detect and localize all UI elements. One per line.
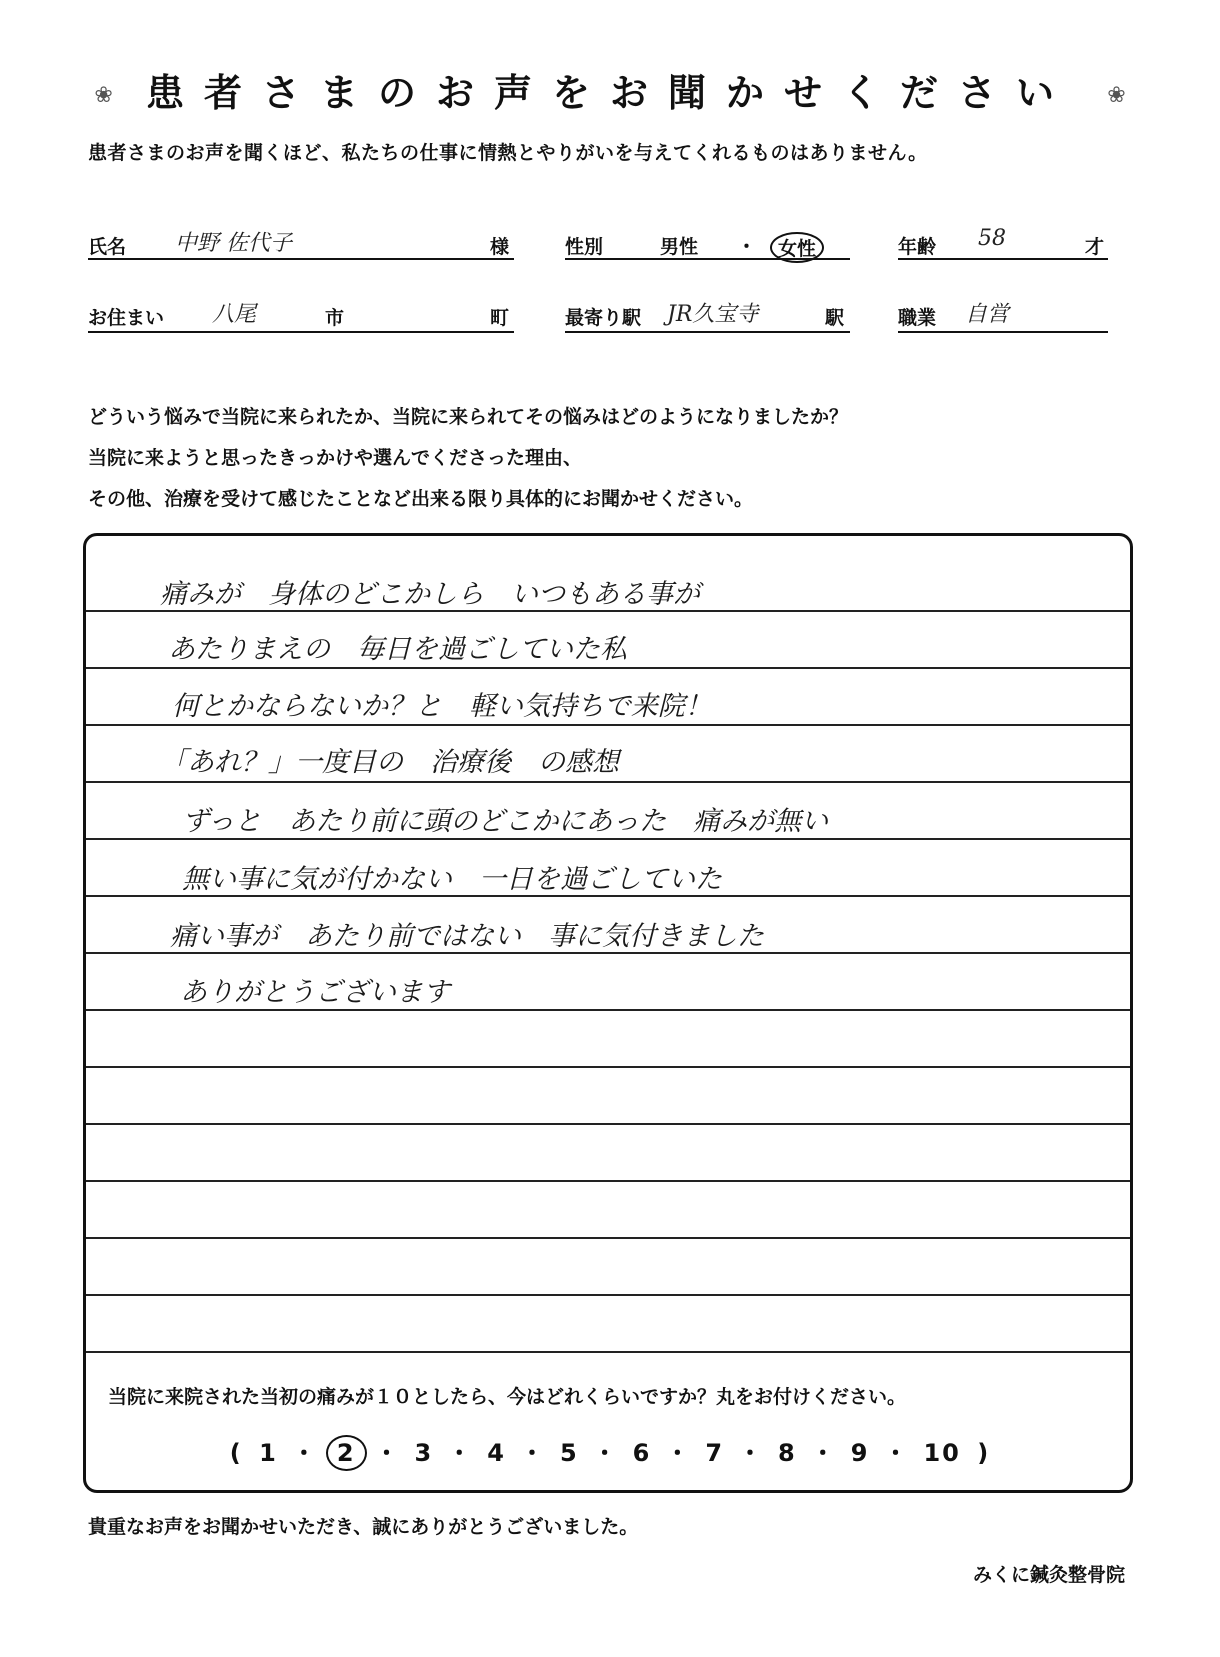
scale-option[interactable]: 4 xyxy=(487,1439,506,1467)
answer-line: 何とかならないか？と 軽い気持ちで来院！ xyxy=(172,691,712,722)
scale-open-paren: ( xyxy=(229,1439,243,1467)
scale-option[interactable]: 6 xyxy=(632,1439,652,1467)
scale-separator: ・ xyxy=(592,1439,619,1467)
form-title-text: 患者さまのお声をお聞かせください xyxy=(145,71,1074,115)
name-underline xyxy=(88,258,514,260)
job-underline xyxy=(898,331,1108,333)
age-suffix: 才 xyxy=(1085,236,1105,258)
clinic-name: みくに鍼灸整骨院 xyxy=(972,1564,1125,1586)
gender-female-circled[interactable]: 女性 xyxy=(770,232,824,263)
station-value[interactable]: JR久宝寺 xyxy=(667,302,759,327)
name-label: 氏名 xyxy=(88,236,127,258)
answer-line: 「あれ？」一度目の 治療後 の感想 xyxy=(160,747,619,778)
flower-icon: ❀ xyxy=(94,83,113,108)
scale-separator: ・ xyxy=(810,1439,837,1467)
scale-separator: ・ xyxy=(374,1439,401,1467)
answer-line: ずっと あたり前に頭のどこかにあった 痛みが無い xyxy=(182,806,829,837)
ruled-line xyxy=(86,1294,1130,1296)
scale-option[interactable]: 7 xyxy=(705,1439,725,1467)
gender-separator: ・ xyxy=(737,236,757,258)
ruled-line xyxy=(86,1066,1130,1068)
answer-line: 無い事に気が付かない 一日を過ごしていた xyxy=(182,864,722,895)
job-value[interactable]: 自営 xyxy=(965,302,1010,327)
ruled-line xyxy=(86,1237,1130,1239)
scale-separator: ・ xyxy=(665,1439,692,1467)
station-label: 最寄り駅 xyxy=(565,307,642,329)
name-suffix: 様 xyxy=(490,236,510,258)
ruled-line xyxy=(86,1123,1130,1125)
ruled-line xyxy=(86,838,1130,840)
address-value[interactable]: 八尾 xyxy=(212,302,257,327)
scale-option[interactable]: 5 xyxy=(559,1439,579,1467)
ruled-line xyxy=(86,1009,1130,1011)
thanks-message: 貴重なお声をお聞かせいただき、誠にありがとうございました。 xyxy=(88,1516,639,1538)
scale-separator: ・ xyxy=(519,1439,546,1467)
age-underline xyxy=(898,258,1108,260)
question-line: その他、治療を受けて感じたことなど出来る限り具体的にお聞かせください。 xyxy=(88,488,754,510)
ruled-line xyxy=(86,667,1130,669)
station-underline xyxy=(565,331,850,333)
scale-separator: ・ xyxy=(883,1439,910,1467)
question-line: 当院に来ようと思ったきっかけや選んでくださった理由、 xyxy=(88,447,583,469)
pain-scale-question: 当院に来院された当初の痛みが１０としたら、今はどれくらいですか？丸をお付けください。 xyxy=(108,1386,907,1408)
scale-option[interactable]: 1 xyxy=(259,1439,278,1467)
address-town: 町 xyxy=(490,307,510,329)
scale-option[interactable]: 3 xyxy=(414,1439,434,1467)
answer-box[interactable] xyxy=(83,533,1133,1493)
gender-underline xyxy=(565,258,850,260)
scale-option[interactable]: 8 xyxy=(778,1439,797,1467)
gender-male[interactable]: 男性 xyxy=(660,236,699,258)
scale-option-selected[interactable]: 2 xyxy=(326,1435,367,1471)
question-line: どういう悩みで当院に来られたか、当院に来られてその悩みはどのようになりましたか？ xyxy=(88,406,849,428)
age-label: 年齢 xyxy=(898,236,937,258)
flower-icon: ❀ xyxy=(1107,83,1126,108)
ruled-line xyxy=(86,781,1130,783)
address-label: お住まい xyxy=(88,307,165,329)
answer-line: 痛みが 身体のどこかしら いつもある事が xyxy=(160,579,700,610)
station-suffix: 駅 xyxy=(825,307,845,329)
answer-line: あたりまえの 毎日を過ごしていた私 xyxy=(168,634,627,665)
address-city: 市 xyxy=(325,307,345,329)
pain-scale xyxy=(0,1433,1220,1471)
gender-label: 性別 xyxy=(565,236,604,258)
form-title xyxy=(0,62,1220,117)
job-label: 職業 xyxy=(898,307,937,329)
address-underline xyxy=(88,331,514,333)
scale-separator: ・ xyxy=(291,1439,318,1467)
ruled-line xyxy=(86,1351,1130,1353)
form-subtitle: 患者さまのお声を聞くほど、私たちの仕事に情熱とやりがいを与えてくれるものはありません。 xyxy=(88,142,928,164)
scale-close-paren: ) xyxy=(977,1439,991,1467)
scale-separator: ・ xyxy=(738,1439,765,1467)
name-value[interactable]: 中野 佐代子 xyxy=(175,231,292,256)
age-value[interactable]: 58 xyxy=(978,226,1006,251)
scale-separator: ・ xyxy=(447,1439,474,1467)
answer-line: 痛い事が あたり前ではない 事に気付きました xyxy=(170,921,764,952)
ruled-line xyxy=(86,724,1130,726)
answer-line: ありがとうございます xyxy=(180,977,450,1008)
scale-option[interactable]: 9 xyxy=(850,1439,870,1467)
scale-option[interactable]: 10 xyxy=(923,1439,961,1467)
ruled-line xyxy=(86,1180,1130,1182)
